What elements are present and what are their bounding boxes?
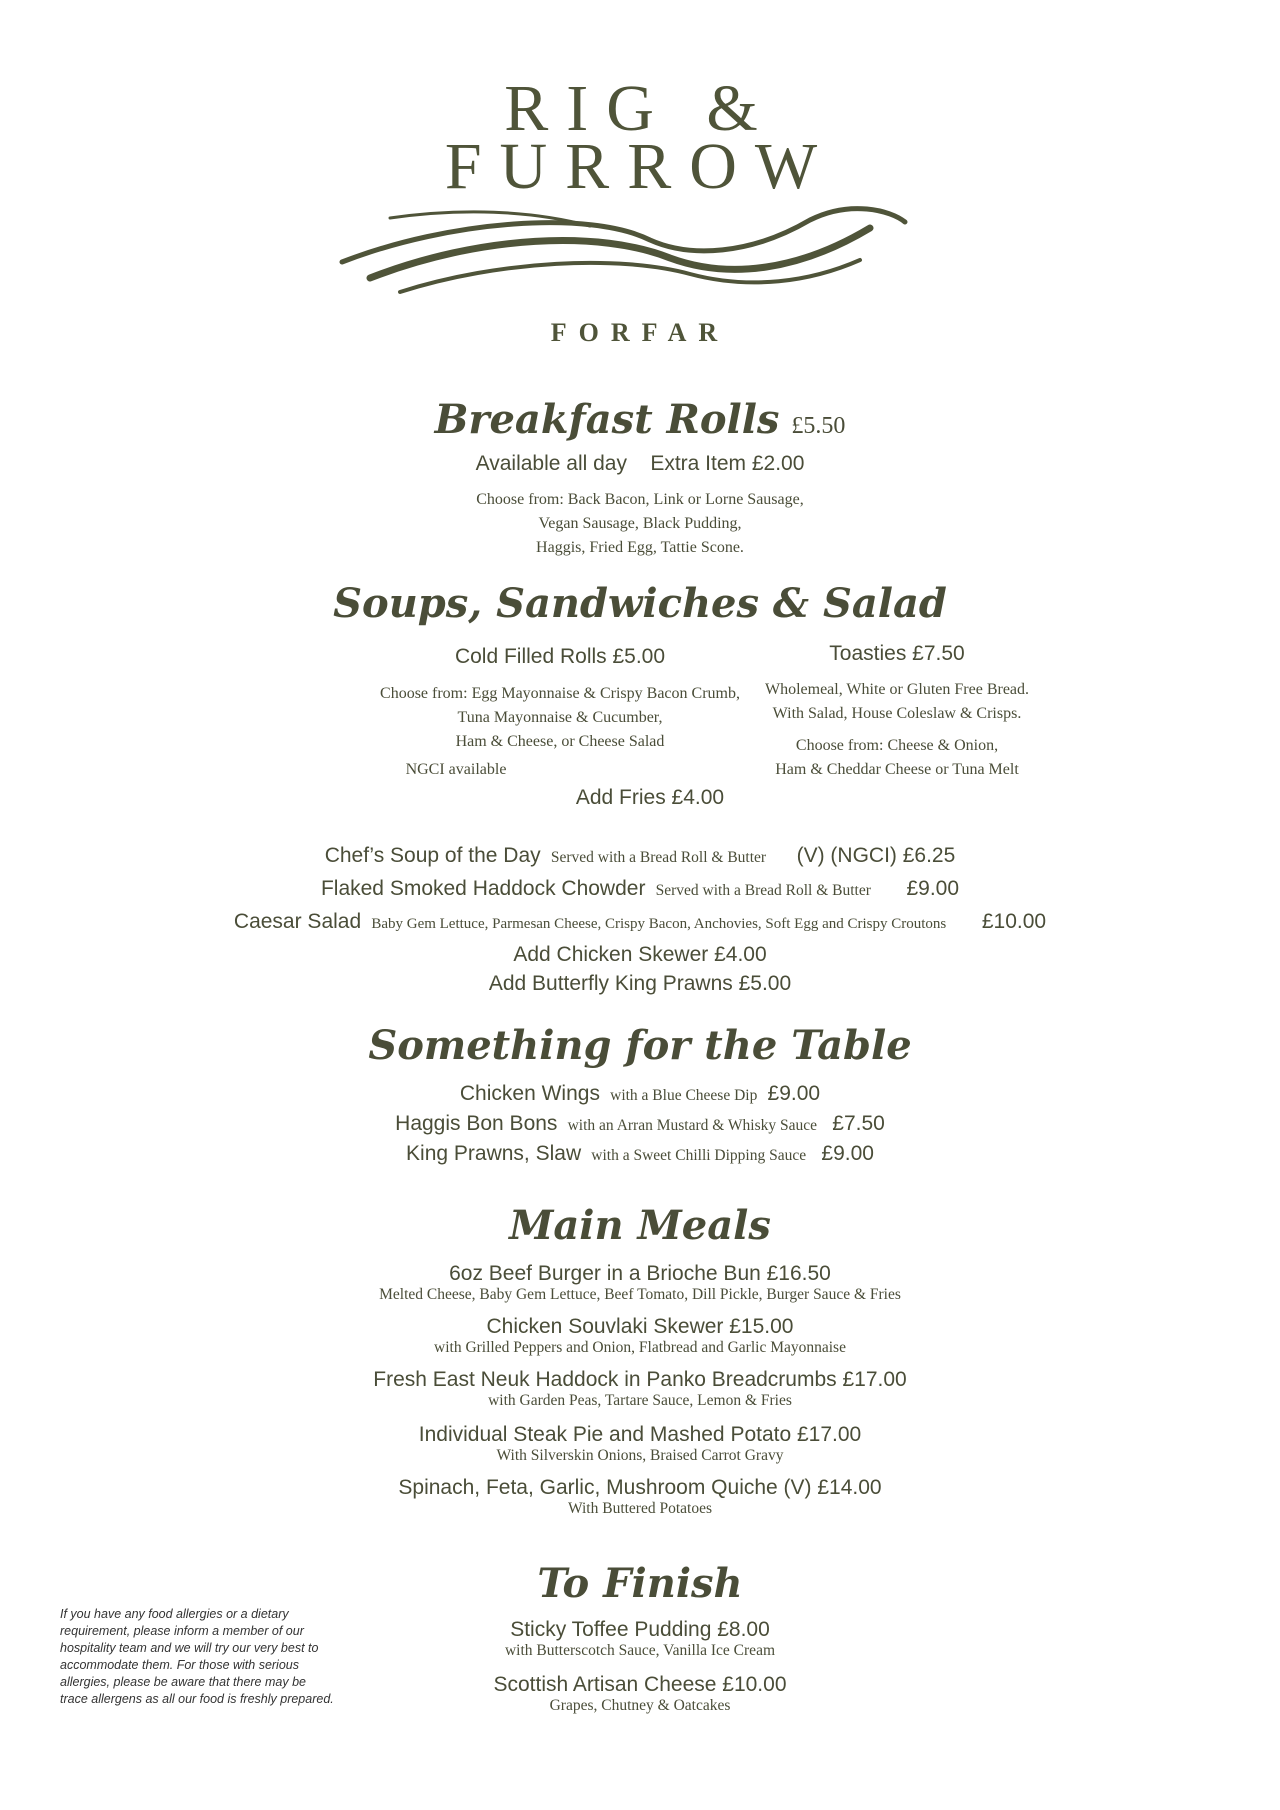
item-desc: Grapes, Chutney & Oatcakes (549, 1697, 731, 1714)
item-name: Spinach, Feta, Garlic, Mushroom Quiche (V) £14.00 (398, 1476, 882, 1499)
item-desc: with Grilled Peppers and Onion, Flatbread and Garlic Mayonnaise (434, 1339, 846, 1356)
item-desc: Served with a Bread Roll & Butter (550, 849, 767, 866)
breakfast-price: £5.50 (791, 413, 846, 439)
main-item (0, 1368, 1280, 1410)
breakfast-choose-line: Vegan Sausage, Black Pudding, (538, 515, 742, 532)
breakfast-title: Breakfast Rolls (434, 396, 780, 443)
item-desc: Melted Cheese, Baby Gem Lettuce, Beef Tomato, Dill Pickle, Burger Sauce & Fries (379, 1286, 901, 1303)
item-desc: Served with a Bread Roll & Butter (655, 882, 871, 899)
breakfast-choose (0, 488, 1280, 560)
item-price: £7.50 (832, 1112, 885, 1135)
item-desc: with Butterscotch Sauce, Vanilla Ice Cream (504, 1642, 776, 1659)
menu-item (0, 1142, 1280, 1166)
toasties-line: With Salad, House Coleslaw & Crisps. (772, 705, 1022, 722)
item-price: £10.00 (981, 910, 1047, 933)
allergy-line: allergies, please be aware that there may be (60, 1675, 306, 1689)
menu-item (0, 877, 1280, 901)
menu-item (0, 1082, 1280, 1106)
toasties-choose-line: Choose from: Cheese & Onion, (795, 737, 999, 754)
cold-rolls-line: Tuna Mayonnaise & Cucumber, (457, 709, 663, 726)
item-name: Caesar Salad (233, 910, 362, 933)
item-name: Fresh East Neuk Haddock in Panko Breadcrumbs £17.00 (373, 1368, 907, 1391)
item-name: Chef’s Soup of the Day (324, 844, 541, 867)
item-name: King Prawns, Slaw (406, 1142, 582, 1165)
cold-rolls-heading: Cold Filled Rolls £5.00 (454, 645, 666, 668)
allergy-line: requirement, please inform a member of our (60, 1624, 304, 1638)
logo-line-2: FURROW (444, 130, 836, 203)
breakfast-choose-line: Haggis, Fried Egg, Tattie Scone. (536, 539, 744, 556)
breakfast-availability-line (0, 452, 1280, 476)
toasties-choose (697, 734, 1097, 782)
toasties-line: Wholemeal, White or Gluten Free Bread. (764, 681, 1030, 698)
cold-rolls-line: Ham & Cheese, or Cheese Salad (455, 733, 665, 750)
cold-rolls-note: NGCI available (405, 761, 507, 778)
breakfast-heading (0, 396, 1280, 443)
mains-title: Main Meals (509, 1202, 771, 1249)
item-desc: with Garden Peas, Tartare Sauce, Lemon & Fries (488, 1392, 792, 1409)
menu-item (0, 1112, 1280, 1136)
item-name: Chicken Souvlaki Skewer £15.00 (486, 1315, 794, 1338)
toasties-heading: Toasties £7.50 (829, 642, 965, 665)
main-item (0, 1423, 1280, 1465)
menu-item (0, 844, 1280, 868)
item-desc: With Silverskin Onions, Braised Carrot Gravy (496, 1447, 784, 1464)
allergy-line: hospitality team and we will try our very best to (60, 1641, 319, 1655)
toasties-choose-line: Ham & Cheddar Cheese or Tuna Melt (775, 761, 1019, 778)
item-price: (V) (NGCI) £6.25 (796, 844, 956, 867)
table-title: Something for the Table (368, 1022, 912, 1069)
soups-title: Soups, Sandwiches & Salad (333, 580, 947, 627)
allergy-notice (60, 1606, 390, 1708)
allergy-line: accommodate them. For those with serious (60, 1658, 299, 1672)
item-desc: Baby Gem Lettuce, Parmesan Cheese, Crispy Bacon, Anchovies, Soft Egg and Crispy Croutons (371, 916, 947, 932)
item-name: Individual Steak Pie and Mashed Potato £17.00 (418, 1423, 862, 1446)
logo-waves-graphic (330, 200, 910, 300)
addon-prawns: Add Butterfly King Prawns £5.00 (488, 972, 792, 995)
item-name: Sticky Toffee Pudding £8.00 (510, 1618, 770, 1641)
item-desc: with a Blue Cheese Dip (610, 1087, 758, 1104)
item-desc: With Buttered Potatoes (567, 1500, 713, 1517)
menu-item (0, 910, 1280, 934)
main-item (0, 1315, 1280, 1357)
item-name: Chicken Wings (459, 1082, 600, 1105)
item-price: £9.00 (821, 1142, 874, 1165)
item-name: Flaked Smoked Haddock Chowder (320, 877, 646, 900)
logo-line-1: RIG & (504, 72, 776, 145)
allergy-line: If you have any food allergies or a dietary (60, 1607, 289, 1621)
breakfast-availability: Available all day (475, 452, 627, 475)
toasties-lines (697, 678, 1097, 726)
logo-location: FORFAR (550, 318, 730, 347)
item-desc: with an Arran Mustard & Whisky Sauce (567, 1117, 818, 1134)
item-desc: with a Sweet Chilli Dipping Sauce (591, 1147, 807, 1164)
item-price: £9.00 (767, 1082, 821, 1105)
item-price: £9.00 (906, 877, 960, 900)
item-name: 6oz Beef Burger in a Brioche Bun £16.50 (449, 1262, 831, 1285)
cold-rolls-line: Choose from: Egg Mayonnaise & Crispy Bacon Crumb, (380, 685, 740, 702)
addon-chicken: Add Chicken Skewer £4.00 (513, 943, 767, 966)
allergy-line: trace allergens as all our food is freshly prepared. (60, 1692, 334, 1706)
item-name: Scottish Artisan Cheese £10.00 (493, 1673, 787, 1696)
add-fries: Add Fries £4.00 (575, 786, 725, 809)
item-name: Haggis Bon Bons (395, 1112, 558, 1135)
main-item (0, 1262, 1280, 1304)
finish-title: To Finish (537, 1560, 743, 1607)
breakfast-extra: Extra Item £2.00 (650, 452, 805, 475)
main-item (0, 1476, 1280, 1518)
breakfast-choose-line: Choose from: Back Bacon, Link or Lorne Sausage, (476, 491, 804, 508)
